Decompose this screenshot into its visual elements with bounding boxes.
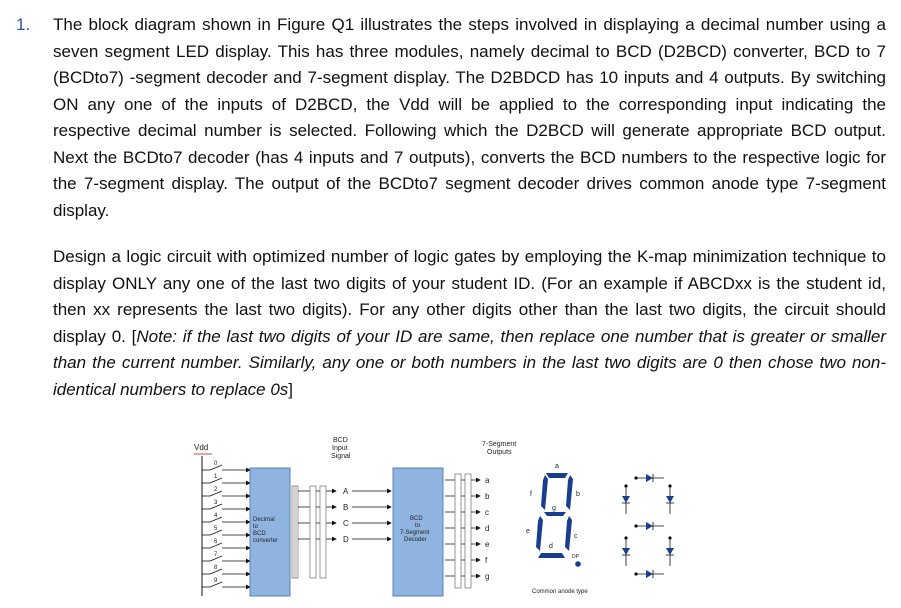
input-label-1: 1: [214, 474, 218, 480]
segment-header-2: Outputs: [487, 449, 512, 456]
d2bcd-line-2: to: [253, 524, 259, 530]
segment-header-1: 7-Segment: [482, 441, 517, 448]
d2bcd-line-4: converter: [253, 538, 279, 544]
input-label-9: 9: [214, 578, 218, 584]
segment-e: [536, 516, 543, 551]
input-label-7: 7: [214, 552, 218, 558]
display-letter-f: f: [530, 491, 532, 498]
paragraph-2-end: ]: [288, 379, 294, 399]
bcd-input-arrows: [298, 486, 391, 578]
question-number: 1.: [16, 15, 31, 34]
input-switch-8: [202, 565, 250, 574]
question-block: [16, 12, 886, 403]
bcd-header-2: Input: [332, 445, 348, 452]
decoder-line-4: Decoder: [404, 537, 427, 543]
display-letter-a: a: [555, 463, 559, 470]
input-label-2: 2: [214, 487, 218, 493]
seg-letter-c: c: [485, 508, 489, 517]
bcd-letter-c: C: [343, 519, 349, 528]
input-switch-7: [202, 552, 250, 561]
input-switch-4: [202, 513, 250, 522]
seven-segment-display: [526, 463, 581, 567]
d2bcd-line-3: BCD: [253, 531, 266, 537]
input-label-6: 6: [214, 539, 218, 545]
display-letter-e: e: [526, 528, 530, 535]
input-switch-0: [202, 461, 250, 470]
block-diagram: [180, 428, 720, 603]
decimal-point: [575, 561, 581, 567]
led-c: [666, 536, 674, 566]
input-label-4: 4: [214, 513, 218, 519]
bcd-letter-a: A: [343, 487, 349, 496]
question-paragraph-1: The block diagram shown in Figure Q1 illustrates the steps involved in displaying a decimal number using a seven segment LED display. This has three modules, namely decimal to BCD (D2BCD) converter, BCD to 7 (BCDto7) -segment decoder and 7-segment display. The D2BDCD has 10 inputs and 4 outputs. By switching ON any one of the inputs of D2BCD, the Vdd will be applied to the corresponding input indicating the respective decimal number is selected. Following which the D2BCD will generate appropriate BCD output. Next the BCDto7 decoder (has 4 inputs and 7 outputs), converts the BCD numbers to the respective logic for the 7-segment display. The output of the BCDto7 segment decoder drives common anode type 7-segment display.: [53, 15, 886, 220]
vdd-label: Vdd: [194, 443, 209, 452]
bcd-letter-b: B: [343, 503, 349, 512]
segment-d: [538, 553, 565, 558]
seg-letter-g: g: [485, 572, 490, 581]
input-switch-6: [202, 539, 250, 548]
segment-a: [546, 473, 568, 478]
led-f: [622, 484, 630, 514]
seg-letter-d: d: [485, 524, 490, 533]
paragraph-2-text: Design a logic circuit with optimized number of logic gates by employing the K-map minimization technique to display ONLY any one of the last two digits of your student ID. (For an example if ABCDxx is the student id, then xx represents the last two digits). For any other digits other than the last two digits, the circuit should display 0. [: [53, 247, 886, 346]
display-letter-d: d: [549, 543, 553, 550]
dp-label: DP: [572, 554, 579, 560]
led-b: [666, 484, 674, 514]
led-e: [622, 536, 630, 566]
input-switch-1: [202, 474, 250, 483]
input-label-5: 5: [214, 526, 218, 532]
led-g: [634, 522, 664, 530]
input-switch-9: [202, 578, 250, 587]
decoder-line-3: 7-Segment: [400, 530, 430, 536]
led-a: [634, 474, 664, 482]
segment-f: [541, 475, 548, 510]
decoder-line-1: BCD: [410, 516, 423, 522]
segment-output-arrows: [445, 474, 480, 588]
display-letter-b: b: [576, 491, 580, 498]
input-switch-5: [202, 526, 250, 535]
led-d: [634, 570, 664, 578]
question-paragraph-2: [53, 244, 886, 403]
seg-letter-b: b: [485, 492, 490, 501]
seg-letter-f: f: [485, 556, 488, 565]
input-label-3: 3: [214, 500, 218, 506]
bcd-header-3: Signal: [331, 453, 351, 460]
bcd-header-1: BCD: [333, 437, 348, 444]
input-switch-2: [202, 487, 250, 496]
seg-letter-a: a: [485, 476, 490, 485]
seg-letter-e: e: [485, 540, 490, 549]
display-letter-c: c: [574, 533, 578, 540]
input-switches: [202, 461, 250, 587]
paragraph-2-note: Note: if the last two digits of your ID are same, then replace one number that is greater or smaller than the current number. Similarly, any one or both numbers in the last two digits are 0 then chose two non-identical numbers to replace 0s: [53, 326, 886, 399]
common-anode-label: Common anode type: [532, 589, 588, 595]
segment-g: [544, 512, 566, 516]
d2bcd-line-1: Decimal: [253, 517, 275, 523]
input-switch-3: [202, 500, 250, 509]
segment-b: [566, 475, 573, 510]
decoder-line-2: to: [415, 523, 421, 529]
segment-c: [565, 516, 572, 551]
display-letter-g: g: [552, 505, 556, 512]
bcd-letter-d: D: [343, 535, 349, 544]
input-label-0: 0: [214, 461, 218, 467]
input-label-8: 8: [214, 565, 218, 571]
figure-q1: [180, 428, 720, 603]
common-anode-led-array: [622, 474, 674, 578]
d2bcd-output-bus: [292, 486, 298, 578]
